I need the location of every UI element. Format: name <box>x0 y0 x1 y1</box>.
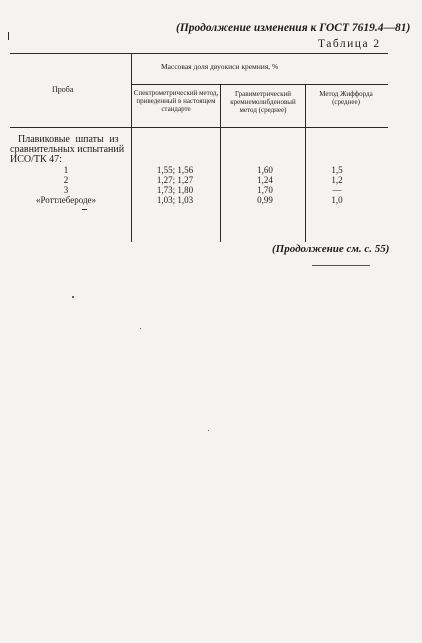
row-3-sample: 3 <box>63 185 69 195</box>
left-margin-mark <box>8 32 9 40</box>
row-2-gifford: 1,2 <box>331 175 343 185</box>
column-divider-2 <box>220 85 221 242</box>
column-divider-3 <box>305 85 306 242</box>
row-1-sample: 1 <box>63 165 69 175</box>
section-label-line-3: ИСО/ТК 47: <box>10 154 62 165</box>
row-1-gifford: 1,5 <box>331 165 343 175</box>
header-bottom-rule <box>10 127 388 128</box>
header-spectrometric: Спектрометрический метод, приведенный в настоящем стандарте <box>133 89 219 113</box>
group-header-rule <box>131 84 388 85</box>
row-2-spectrometric: 1,27; 1,27 <box>156 175 194 185</box>
row-4-sample: «Роттлеберодe» <box>35 195 97 205</box>
column-divider-1 <box>131 53 132 242</box>
header-sample: Проба <box>52 85 74 94</box>
row-2-gravimetric: 1,24 <box>257 175 273 185</box>
row-3-gifford: — <box>332 185 342 195</box>
section-label-line-2: сравнительных испытаний <box>10 144 125 155</box>
row-3-gravimetric: 1,70 <box>257 185 273 195</box>
table-top-rule <box>10 53 388 54</box>
continuation-header: (Продолжение изменения к ГОСТ 7619.4—81) <box>176 22 411 34</box>
header-gifford: Метод Жиффорда (среднее) <box>319 90 373 106</box>
row-4-spectrometric: 1,03; 1,03 <box>156 195 194 205</box>
section-label-line-1: Плавиковые шпаты из <box>18 134 119 145</box>
row-2-sample: 2 <box>63 175 69 185</box>
scan-speck <box>208 430 209 431</box>
table-title: Таблица 2 <box>318 38 381 50</box>
scan-speck <box>140 328 141 329</box>
row-4-gifford: 1,0 <box>331 195 343 205</box>
header-gravimetric: Гравиметрический кремнемолибденовый метод (среднее) <box>230 90 296 114</box>
continuation-footer: (Продолжение см. с. 55) <box>272 243 390 255</box>
scan-speck <box>72 296 74 298</box>
row-4-gravimetric: 0,99 <box>257 195 273 205</box>
row-4-small-mark <box>82 209 87 210</box>
row-3-spectrometric: 1,73; 1,80 <box>156 185 194 195</box>
row-1-gravimetric: 1,60 <box>257 165 273 175</box>
row-1-spectrometric: 1,55; 1,56 <box>156 165 194 175</box>
footer-underline <box>312 265 370 266</box>
header-silica-group: Массовая доля двуокиси кремния, % <box>161 62 279 71</box>
